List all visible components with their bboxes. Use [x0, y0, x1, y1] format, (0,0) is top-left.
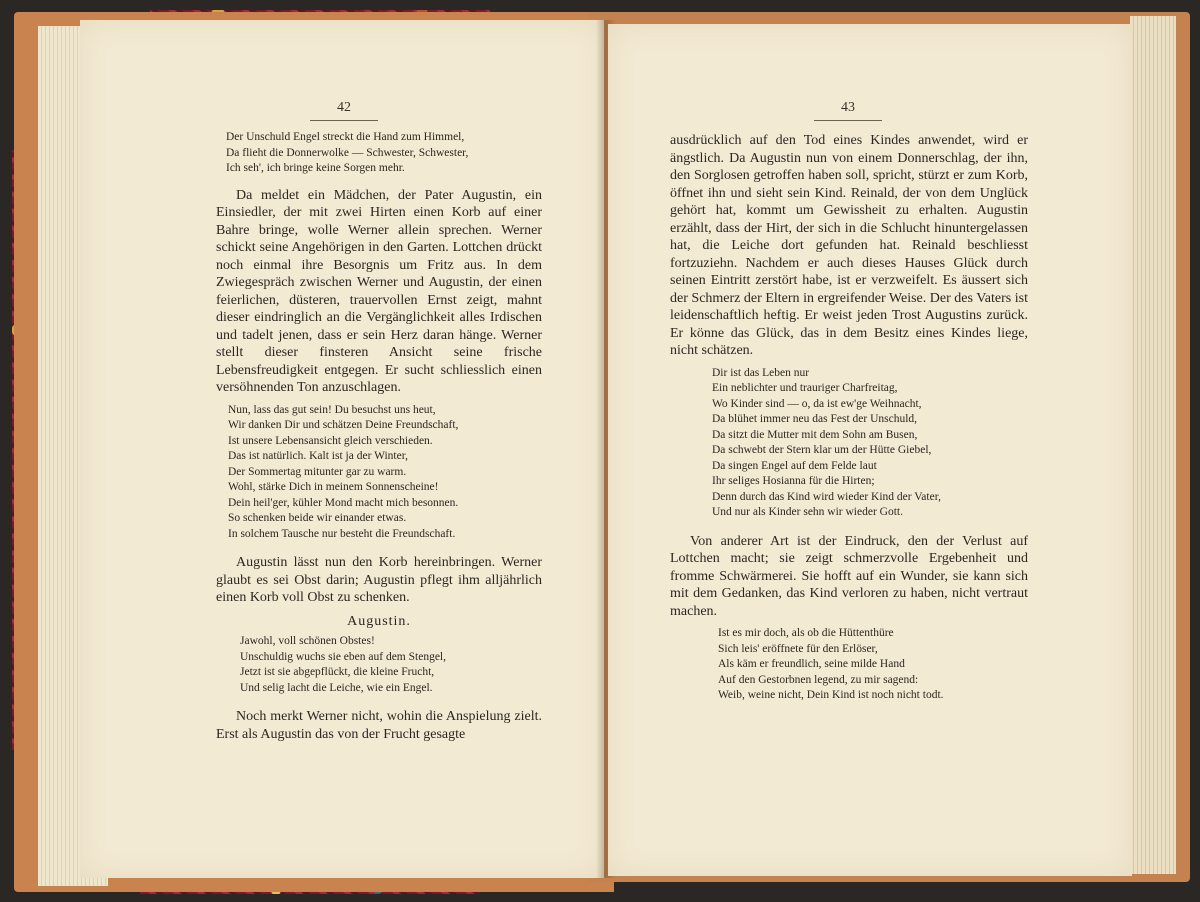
verse-line: Und nur als Kinder sehn wir wieder Gott.	[712, 506, 903, 518]
verse-line: Wohl, stärke Dich in meinem Sonnenscheine!	[228, 481, 439, 493]
verse-line: Wo Kinder sind — o, da ist ew'ge Weihnacht,	[712, 397, 922, 410]
verse-block	[718, 626, 1028, 704]
paragraph: Von anderer Art ist der Eindruck, den der Verlust auf Lottchen macht; sie zeigt schmerzvolle Ergebenheit und fromme Schwärmerei. Sie hofft auf ein Wunder, sie kann sich mit dem Gedanken, das Kind verloren zu haben, nicht vertraut machen.	[670, 533, 1028, 619]
verse-line: Jawohl, voll schönen Obstes!	[240, 635, 375, 647]
verse-line: Dein heil'ger, kühler Mond macht mich besonnen.	[228, 496, 459, 509]
verse-line: Sich leis' eröffnete für den Erlöser,	[718, 642, 878, 655]
right-page-body	[670, 132, 1028, 716]
verse-line: Da singen Engel auf dem Felde laut	[712, 459, 877, 472]
verse-line: Auf den Gestorbnen legend, zu mir sagend:	[718, 673, 919, 686]
verse-line: Ein neblichter und trauriger Charfreitag,	[712, 382, 898, 394]
verse-line: Ist unsere Lebensansicht gleich verschieden.	[228, 434, 433, 447]
verse-line: Dir ist das Leben nur	[712, 366, 810, 379]
verse-line: Wir danken Dir und schätzen Deine Freundschaft,	[228, 419, 459, 431]
verse-line: Jetzt ist sie abgepflückt, die kleine Frucht,	[240, 666, 435, 678]
verse-line: Ihr seliges Hosianna für die Hirten;	[712, 475, 875, 487]
verse-block	[240, 634, 542, 696]
verse-line: Der Sommertag mitunter gar zu warm.	[228, 465, 407, 478]
verse-line: In solchem Tausche nur besteht die Freundschaft.	[228, 527, 456, 540]
verse-block	[712, 366, 1028, 521]
speaker-name: Augustin.	[347, 613, 411, 629]
verse-line: Da blühet immer neu das Fest der Unschuld,	[712, 413, 918, 425]
page-number-right: 43	[808, 100, 888, 121]
paragraph: Da meldet ein Mädchen, der Pater Augustin, ein Einsiedler, der mit zwei Hirten einen Korb auf einer Bahre bringe, wolle Werner allein sprechen. Werner schickt seine Angehörigen in den Garten. Lottchen drückt noch einmal ihre Besorgnis um Fritz aus. In dem Zwiegespräch zwischen Werner und Augustin, der einen feierlichen, düsteren, trauervollen Ernst zeigt, mahnt dieser eindringlich an die Vergänglichkeit alles Irdischen und tadelt jenen, dass er sein Herz daran hänge. Werner stellt dieser finsteren Ansicht seine frische Lebensfreudigkeit entgegen. Er sucht schliesslich einen versöhnenden Ton anzuschlagen.	[216, 187, 542, 395]
right-page	[608, 24, 1132, 876]
verse-line: So schenken beide wir einander etwas.	[228, 512, 407, 524]
verse-line: Da schwebt der Stern klar um der Hütte Giebel,	[712, 444, 932, 456]
page-number-left: 42	[304, 100, 384, 121]
verse-line: Da flieht die Donnerwolke — Schwester, Schwester,	[226, 146, 469, 159]
verse-line: Da sitzt die Mutter mit dem Sohn am Busen,	[712, 428, 918, 441]
verse-line: Nun, lass das gut sein! Du besuchst uns heut,	[228, 403, 436, 416]
paragraph: Noch merkt Werner nicht, wohin die Anspielung zielt. Erst als Augustin das von der Frucht gesagte	[216, 709, 542, 742]
paragraph: ausdrücklich auf den Tod eines Kindes anwendet, wird er ängstlich. Da Augustin nun von einem Donnerschlag, der ihn, den Sorglosen getroffen haben soll, spricht, stürzt er zum Korb, öffnet ihn und sieht sein Kind. Reinald, der von dem Unglück gehört hat, kommt um Gewissheit zu erhalten. Augustin erzählt, dass der Hirt, der sich in die Schlucht hinuntergelassen hat, die Leiche dort gefunden hat. Reinald beschliesst fortzuziehn. Nachdem er auch dieses Hauses Glück durch seinen Eintritt zerstört habe, ist er verzweifelt. Es äussert sich der Schmerz der Eltern in ergreifender Weise. Der des Vaters ist leidenschaftlich heftig. Er weist jeden Trost Augustins zurück. Er könne das Glück, das in dem Besitz eines Kindes liege, nicht schätzen.	[670, 133, 1028, 358]
paragraph: Augustin lässt nun den Korb hereinbringen. Werner glaubt es sei Obst darin; Augustin pflegt ihm alljährlich einen Korb voll Obst zu schenken.	[216, 555, 542, 605]
verse-line: Weib, weine nicht, Dein Kind ist noch nicht todt.	[718, 689, 944, 701]
verse-line: Das ist natürlich. Kalt ist ja der Winter,	[228, 450, 408, 462]
verse-line: Ich seh', ich bringe keine Sorgen mehr.	[226, 162, 405, 174]
verse-block	[226, 130, 542, 177]
verse-line: Der Unschuld Engel streckt die Hand zum Himmel,	[226, 131, 465, 143]
verse-line: Unschuldig wuchs sie eben auf dem Stengel,	[240, 650, 446, 663]
verse-line: Ist es mir doch, als ob die Hüttenthüre	[718, 627, 894, 639]
verse-line: Denn durch das Kind wird wieder Kind der Vater,	[712, 490, 941, 503]
verse-block	[228, 403, 542, 543]
verse-line: Und selig lacht die Leiche, wie ein Engel.	[240, 681, 433, 694]
verse-line: Als käm er freundlich, seine milde Hand	[718, 658, 905, 670]
left-page	[80, 20, 604, 878]
page-edges-right	[1130, 16, 1176, 874]
left-page-body	[216, 130, 542, 749]
